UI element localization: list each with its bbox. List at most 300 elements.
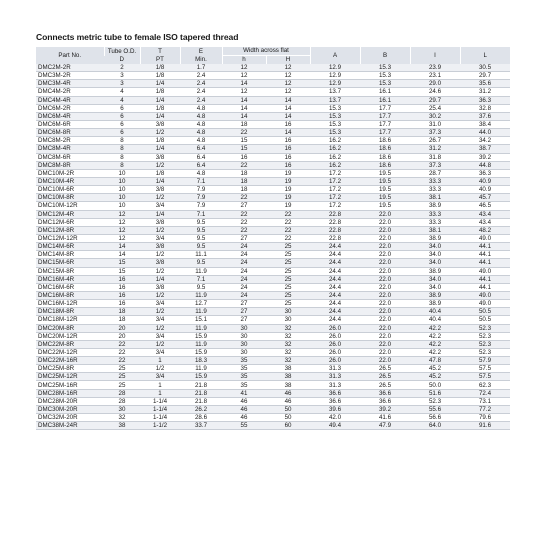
i-cell: 31.2 [410, 145, 460, 153]
tube-od-cell: 22 [104, 340, 140, 348]
tube-od-cell: 15 [104, 267, 140, 275]
i-cell: 26.7 [410, 137, 460, 145]
l-cell: 44.1 [460, 259, 510, 267]
h-cell: 35 [222, 373, 266, 381]
header-l: L [460, 47, 510, 64]
thread-cell: 1/4 [140, 177, 180, 185]
header-d: D [104, 56, 140, 65]
a-cell: 17.2 [310, 177, 360, 185]
e-min-cell: 9.5 [180, 243, 222, 251]
table-row [36, 357, 510, 365]
e-min-cell: 4.8 [180, 169, 222, 177]
table-row [36, 283, 510, 291]
table-row [36, 381, 510, 389]
h-cell: 16 [222, 153, 266, 161]
part-no-cell: DMC22M-16R [36, 357, 104, 365]
l-cell: 50.5 [460, 316, 510, 324]
l-cell: 44.1 [460, 251, 510, 259]
thread-cell: 3/8 [140, 120, 180, 128]
l-cell: 52.3 [460, 340, 510, 348]
l-cell: 57.9 [460, 357, 510, 365]
a-cell: 24.4 [310, 283, 360, 291]
h-cell: 27 [222, 234, 266, 242]
thread-cell: 3/4 [140, 316, 180, 324]
part-no-cell: DMC10M-8R [36, 194, 104, 202]
thread-cell: 3/4 [140, 202, 180, 210]
a-cell: 12.9 [310, 64, 360, 72]
e-min-cell: 28.6 [180, 414, 222, 422]
H-cell: 19 [266, 194, 310, 202]
thread-cell: 1/2 [140, 129, 180, 137]
part-no-cell: DMC12M-4R [36, 210, 104, 218]
a-cell: 24.4 [310, 316, 360, 324]
thread-cell: 1/2 [140, 324, 180, 332]
h-cell: 46 [222, 405, 266, 413]
H-cell: 50 [266, 414, 310, 422]
table-row [36, 267, 510, 275]
b-cell: 47.9 [360, 422, 410, 430]
table-row [36, 308, 510, 316]
H-cell: 14 [266, 96, 310, 104]
thread-cell: 1/2 [140, 308, 180, 316]
a-cell: 36.6 [310, 397, 360, 405]
b-cell: 41.6 [360, 414, 410, 422]
a-cell: 17.2 [310, 194, 360, 202]
table-row [36, 251, 510, 259]
l-cell: 57.5 [460, 365, 510, 373]
l-cell: 31.2 [460, 88, 510, 96]
tube-od-cell: 20 [104, 324, 140, 332]
H-cell: 38 [266, 365, 310, 373]
tube-od-cell: 12 [104, 210, 140, 218]
e-min-cell: 4.8 [180, 104, 222, 112]
part-no-cell: DMC30M-20R [36, 405, 104, 413]
l-cell: 36.3 [460, 169, 510, 177]
tube-od-cell: 10 [104, 202, 140, 210]
h-cell: 27 [222, 202, 266, 210]
H-cell: 46 [266, 389, 310, 397]
b-cell: 22.0 [360, 300, 410, 308]
part-no-cell: DMC2M-2R [36, 64, 104, 72]
tube-od-cell: 16 [104, 300, 140, 308]
a-cell: 15.3 [310, 104, 360, 112]
e-min-cell: 7.9 [180, 186, 222, 194]
H-cell: 12 [266, 80, 310, 88]
e-min-cell: 7.1 [180, 275, 222, 283]
l-cell: 57.5 [460, 373, 510, 381]
thread-cell: 1/4 [140, 210, 180, 218]
thread-cell: 1/2 [140, 194, 180, 202]
l-cell: 73.1 [460, 397, 510, 405]
tube-od-cell: 10 [104, 169, 140, 177]
i-cell: 47.8 [410, 357, 460, 365]
i-cell: 33.3 [410, 177, 460, 185]
l-cell: 30.5 [460, 64, 510, 72]
part-no-cell: DMC20M-12R [36, 332, 104, 340]
thread-cell: 1/8 [140, 64, 180, 72]
b-cell: 15.3 [360, 72, 410, 80]
h-cell: 46 [222, 414, 266, 422]
table-row [36, 259, 510, 267]
part-no-cell: DMC6M-4R [36, 112, 104, 120]
part-no-cell: DMC10M-2R [36, 169, 104, 177]
H-cell: 22 [266, 210, 310, 218]
H-cell: 12 [266, 72, 310, 80]
e-min-cell: 6.4 [180, 161, 222, 169]
e-min-cell: 9.5 [180, 259, 222, 267]
H-cell: 16 [266, 137, 310, 145]
tube-od-cell: 22 [104, 357, 140, 365]
table-row [36, 234, 510, 242]
h-cell: 27 [222, 300, 266, 308]
h-cell: 24 [222, 243, 266, 251]
thread-cell: 1/8 [140, 88, 180, 96]
table-row [36, 129, 510, 137]
table-row [36, 169, 510, 177]
b-cell: 19.5 [360, 169, 410, 177]
part-no-cell: DMC4M-4R [36, 96, 104, 104]
tube-od-cell: 8 [104, 161, 140, 169]
part-no-cell: DMC12M-12R [36, 234, 104, 242]
tube-od-cell: 18 [104, 308, 140, 316]
l-cell: 79.6 [460, 414, 510, 422]
part-no-cell: DMC22M-12R [36, 348, 104, 356]
i-cell: 34.0 [410, 283, 460, 291]
b-cell: 22.0 [360, 283, 410, 291]
e-min-cell: 33.7 [180, 422, 222, 430]
h-cell: 14 [222, 104, 266, 112]
a-cell: 22.8 [310, 226, 360, 234]
part-no-cell: DMC14M-8R [36, 251, 104, 259]
b-cell: 22.0 [360, 259, 410, 267]
H-cell: 25 [266, 291, 310, 299]
tube-od-cell: 10 [104, 194, 140, 202]
i-cell: 38.9 [410, 202, 460, 210]
table-row [36, 414, 510, 422]
a-cell: 24.4 [310, 259, 360, 267]
l-cell: 40.9 [460, 186, 510, 194]
i-cell: 29.0 [410, 80, 460, 88]
h-cell: 30 [222, 340, 266, 348]
header-h-lower: h [222, 56, 266, 65]
e-min-cell: 1.7 [180, 64, 222, 72]
h-cell: 22 [222, 161, 266, 169]
H-cell: 30 [266, 308, 310, 316]
tube-od-cell: 8 [104, 145, 140, 153]
l-cell: 44.8 [460, 161, 510, 169]
l-cell: 77.2 [460, 405, 510, 413]
table-row [36, 194, 510, 202]
part-no-cell: DMC16M-6R [36, 283, 104, 291]
h-cell: 46 [222, 397, 266, 405]
part-no-cell: DMC32M-20R [36, 414, 104, 422]
table-row [36, 275, 510, 283]
tube-od-cell: 3 [104, 72, 140, 80]
fitting-dimensions-table [36, 47, 510, 430]
tube-od-cell: 16 [104, 291, 140, 299]
b-cell: 22.0 [360, 324, 410, 332]
part-no-cell: DMC28M-20R [36, 397, 104, 405]
a-cell: 17.2 [310, 186, 360, 194]
i-cell: 42.2 [410, 340, 460, 348]
h-cell: 14 [222, 96, 266, 104]
e-min-cell: 11.9 [180, 365, 222, 373]
h-cell: 18 [222, 169, 266, 177]
thread-cell: 1 [140, 357, 180, 365]
l-cell: 44.0 [460, 129, 510, 137]
a-cell: 12.9 [310, 80, 360, 88]
l-cell: 49.0 [460, 267, 510, 275]
l-cell: 62.3 [460, 381, 510, 389]
tube-od-cell: 6 [104, 120, 140, 128]
table-row [36, 72, 510, 80]
table-row [36, 112, 510, 120]
i-cell: 34.0 [410, 243, 460, 251]
H-cell: 32 [266, 340, 310, 348]
e-min-cell: 7.1 [180, 210, 222, 218]
i-cell: 38.1 [410, 194, 460, 202]
h-cell: 14 [222, 80, 266, 88]
table-row [36, 316, 510, 324]
tube-od-cell: 25 [104, 373, 140, 381]
a-cell: 16.2 [310, 137, 360, 145]
i-cell: 42.2 [410, 332, 460, 340]
l-cell: 36.3 [460, 96, 510, 104]
H-cell: 16 [266, 153, 310, 161]
h-cell: 27 [222, 308, 266, 316]
table-row [36, 397, 510, 405]
part-no-cell: DMC18M-8R [36, 308, 104, 316]
e-min-cell: 6.4 [180, 145, 222, 153]
thread-cell: 1/2 [140, 251, 180, 259]
thread-cell: 1 [140, 389, 180, 397]
header-e: E [180, 47, 222, 56]
b-cell: 19.5 [360, 194, 410, 202]
H-cell: 22 [266, 234, 310, 242]
h-cell: 12 [222, 72, 266, 80]
header-part-no: Part No. [36, 47, 104, 64]
thread-cell: 1/2 [140, 161, 180, 169]
table-row [36, 218, 510, 226]
e-min-cell: 11.1 [180, 251, 222, 259]
thread-cell: 1/2 [140, 365, 180, 373]
part-no-cell: DMC8M-8R [36, 161, 104, 169]
e-min-cell: 15.1 [180, 316, 222, 324]
l-cell: 29.7 [460, 72, 510, 80]
b-cell: 22.0 [360, 291, 410, 299]
part-no-cell: DMC25M-16R [36, 381, 104, 389]
h-cell: 30 [222, 348, 266, 356]
i-cell: 50.0 [410, 381, 460, 389]
b-cell: 16.1 [360, 96, 410, 104]
thread-cell: 1/4 [140, 145, 180, 153]
thread-cell: 3/8 [140, 243, 180, 251]
i-cell: 23.1 [410, 72, 460, 80]
a-cell: 12.9 [310, 72, 360, 80]
l-cell: 52.3 [460, 324, 510, 332]
i-cell: 25.4 [410, 104, 460, 112]
a-cell: 15.3 [310, 129, 360, 137]
a-cell: 24.4 [310, 308, 360, 316]
part-no-cell: DMC20M-8R [36, 324, 104, 332]
H-cell: 32 [266, 324, 310, 332]
thread-cell: 1/2 [140, 340, 180, 348]
e-min-cell: 7.9 [180, 194, 222, 202]
h-cell: 14 [222, 112, 266, 120]
b-cell: 22.0 [360, 251, 410, 259]
b-cell: 22.0 [360, 267, 410, 275]
l-cell: 49.0 [460, 300, 510, 308]
part-no-cell: DMC10M-6R [36, 186, 104, 194]
h-cell: 30 [222, 332, 266, 340]
i-cell: 24.6 [410, 88, 460, 96]
h-cell: 12 [222, 64, 266, 72]
l-cell: 49.0 [460, 234, 510, 242]
h-cell: 24 [222, 267, 266, 275]
table-row [36, 291, 510, 299]
part-no-cell: DMC8M-2R [36, 137, 104, 145]
tube-od-cell: 18 [104, 316, 140, 324]
part-no-cell: DMC15M-8R [36, 267, 104, 275]
e-min-cell: 12.7 [180, 300, 222, 308]
b-cell: 22.0 [360, 218, 410, 226]
e-min-cell: 2.4 [180, 96, 222, 104]
H-cell: 16 [266, 145, 310, 153]
b-cell: 22.0 [360, 275, 410, 283]
H-cell: 22 [266, 226, 310, 234]
a-cell: 15.3 [310, 112, 360, 120]
tube-od-cell: 3 [104, 80, 140, 88]
e-min-cell: 6.4 [180, 153, 222, 161]
H-cell: 46 [266, 397, 310, 405]
part-no-cell: DMC8M-6R [36, 153, 104, 161]
e-min-cell: 11.9 [180, 324, 222, 332]
e-min-cell: 2.4 [180, 88, 222, 96]
l-cell: 38.4 [460, 120, 510, 128]
H-cell: 19 [266, 186, 310, 194]
H-cell: 19 [266, 169, 310, 177]
tube-od-cell: 32 [104, 414, 140, 422]
H-cell: 16 [266, 120, 310, 128]
table-row [36, 422, 510, 430]
tube-od-cell: 2 [104, 64, 140, 72]
H-cell: 12 [266, 88, 310, 96]
thread-cell: 3/8 [140, 283, 180, 291]
b-cell: 22.0 [360, 210, 410, 218]
h-cell: 30 [222, 324, 266, 332]
h-cell: 22 [222, 194, 266, 202]
a-cell: 22.8 [310, 218, 360, 226]
tube-od-cell: 14 [104, 251, 140, 259]
e-min-cell: 15.9 [180, 332, 222, 340]
e-min-cell: 11.9 [180, 308, 222, 316]
l-cell: 45.7 [460, 194, 510, 202]
thread-cell: 1/2 [140, 267, 180, 275]
i-cell: 23.9 [410, 64, 460, 72]
H-cell: 25 [266, 251, 310, 259]
b-cell: 17.7 [360, 120, 410, 128]
e-min-cell: 9.5 [180, 234, 222, 242]
H-cell: 14 [266, 104, 310, 112]
table-row [36, 186, 510, 194]
table-row [36, 104, 510, 112]
b-cell: 16.1 [360, 88, 410, 96]
a-cell: 39.6 [310, 405, 360, 413]
i-cell: 38.1 [410, 226, 460, 234]
l-cell: 44.1 [460, 283, 510, 291]
a-cell: 31.3 [310, 365, 360, 373]
tube-od-cell: 25 [104, 365, 140, 373]
thread-cell: 1/8 [140, 169, 180, 177]
thread-cell: 1-1/2 [140, 422, 180, 430]
thread-cell: 1/2 [140, 226, 180, 234]
table-row [36, 300, 510, 308]
e-min-cell: 15.9 [180, 348, 222, 356]
b-cell: 22.0 [360, 348, 410, 356]
b-cell: 17.7 [360, 104, 410, 112]
i-cell: 64.0 [410, 422, 460, 430]
H-cell: 25 [266, 275, 310, 283]
tube-od-cell: 22 [104, 348, 140, 356]
H-cell: 60 [266, 422, 310, 430]
thread-cell: 3/8 [140, 218, 180, 226]
table-row [36, 243, 510, 251]
table-row [36, 365, 510, 373]
i-cell: 40.4 [410, 316, 460, 324]
table-row [36, 88, 510, 96]
i-cell: 38.9 [410, 234, 460, 242]
e-min-cell: 4.8 [180, 112, 222, 120]
table-row [36, 145, 510, 153]
b-cell: 36.6 [360, 397, 410, 405]
i-cell: 42.2 [410, 348, 460, 356]
a-cell: 26.0 [310, 357, 360, 365]
part-no-cell: DMC3M-2R [36, 72, 104, 80]
a-cell: 13.7 [310, 88, 360, 96]
h-cell: 35 [222, 381, 266, 389]
l-cell: 32.8 [460, 104, 510, 112]
H-cell: 14 [266, 112, 310, 120]
b-cell: 39.2 [360, 405, 410, 413]
tube-od-cell: 6 [104, 104, 140, 112]
tube-od-cell: 4 [104, 88, 140, 96]
e-min-cell: 7.1 [180, 177, 222, 185]
i-cell: 45.2 [410, 365, 460, 373]
e-min-cell: 15.9 [180, 373, 222, 381]
a-cell: 22.8 [310, 210, 360, 218]
tube-od-cell: 16 [104, 283, 140, 291]
part-no-cell: DMC6M-2R [36, 104, 104, 112]
h-cell: 35 [222, 357, 266, 365]
l-cell: 35.6 [460, 80, 510, 88]
b-cell: 15.3 [360, 80, 410, 88]
header-b: B [360, 47, 410, 64]
i-cell: 34.0 [410, 251, 460, 259]
tube-od-cell: 4 [104, 96, 140, 104]
part-no-cell: DMC28M-16R [36, 389, 104, 397]
tube-od-cell: 10 [104, 186, 140, 194]
e-min-cell: 11.9 [180, 340, 222, 348]
h-cell: 24 [222, 291, 266, 299]
b-cell: 26.5 [360, 381, 410, 389]
a-cell: 26.0 [310, 340, 360, 348]
H-cell: 25 [266, 283, 310, 291]
a-cell: 24.4 [310, 291, 360, 299]
tube-od-cell: 12 [104, 234, 140, 242]
i-cell: 31.8 [410, 153, 460, 161]
i-cell: 28.7 [410, 169, 460, 177]
i-cell: 56.6 [410, 414, 460, 422]
